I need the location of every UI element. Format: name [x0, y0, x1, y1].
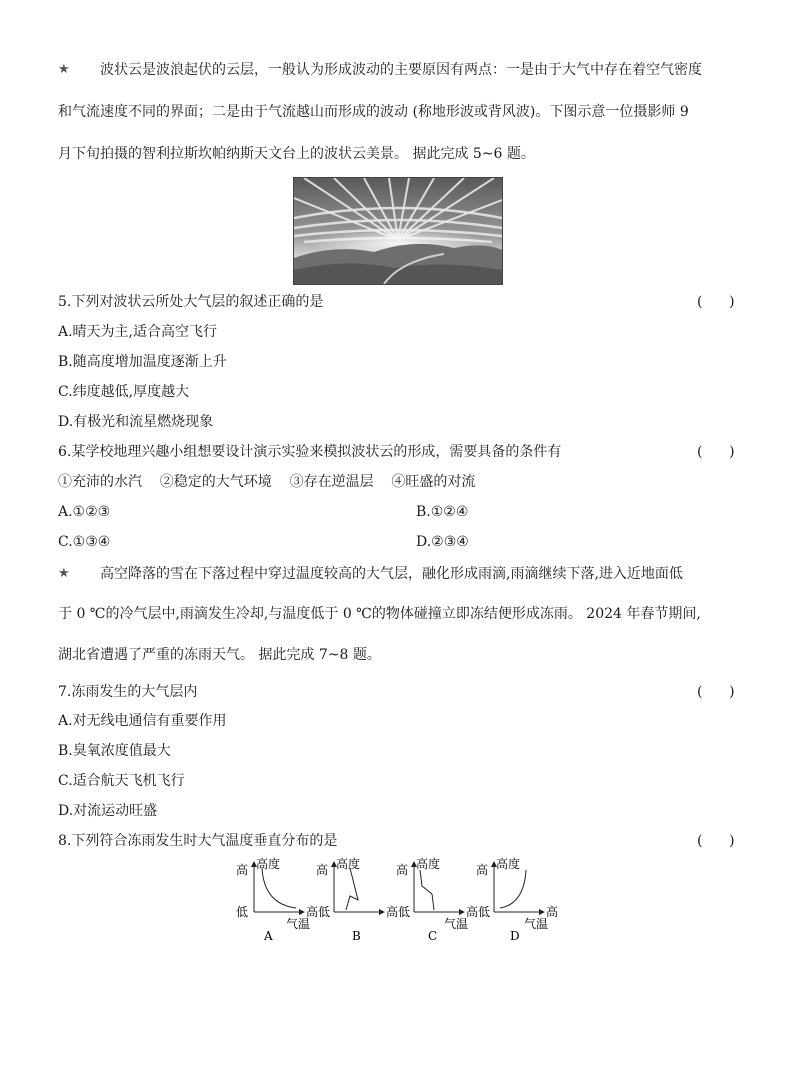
graph-d-y-axis: 高度 — [496, 857, 521, 871]
wave-cloud-photo — [293, 177, 503, 285]
passage2-line1: 高空降落的雪在下落过程中穿过温度较高的大气层，融化形成雨滴,雨滴继续下落,进入近地面低 — [100, 566, 683, 582]
graph-d[interactable] — [466, 856, 558, 943]
wave-cloud-image — [294, 178, 502, 284]
graph-b-letter: B — [352, 929, 361, 943]
graph-d-x-high-prev: 高 — [466, 905, 479, 919]
q6-stem: 6.某学校地理兴趣小组想要设计演示实验来模拟波状云的形成，需要具备的条件有 — [58, 444, 562, 460]
q5-option-c[interactable]: C.纬度越低,厚度越大 — [58, 384, 190, 400]
graph-b-y-axis: 高度 — [336, 857, 361, 871]
graph-c[interactable] — [386, 856, 468, 943]
graph-a-curve — [262, 868, 296, 908]
temperature-profile-graphs — [234, 856, 564, 946]
q7-option-c[interactable]: C.适合航天飞机飞行 — [58, 773, 185, 789]
q5-option-b[interactable]: B.随高度增加温度逐渐上升 — [58, 354, 227, 370]
q6-option-b[interactable]: B.①②④ — [416, 504, 469, 520]
graph-d-x-high: 高 — [546, 905, 559, 919]
graph-d-y-low: 低 — [478, 905, 491, 919]
graph-c-curve — [420, 870, 434, 910]
star-marker: ★ — [58, 62, 70, 77]
q6-option-c[interactable]: C.①③④ — [58, 534, 111, 550]
q6-option-d[interactable]: D.②③④ — [416, 534, 469, 550]
q7-option-a[interactable]: A.对无线电通信有重要作用 — [58, 713, 227, 729]
q7-option-b[interactable]: B.臭氧浓度值最大 — [58, 743, 171, 759]
q6-answer-paren[interactable]: ( ) — [697, 444, 735, 460]
graph-c-y-high: 高 — [396, 863, 409, 877]
graph-c-y-low: 低 — [398, 905, 411, 919]
q5-option-a[interactable]: A.晴天为主,适合高空飞行 — [58, 324, 218, 340]
graph-b[interactable] — [306, 856, 384, 943]
star-marker: ★ — [58, 566, 70, 581]
graph-c-x-high-prev: 高 — [386, 905, 399, 919]
graph-a-y-axis: 高度 — [256, 857, 281, 871]
q5-stem: 5.下列对波状云所处大气层的叙述正确的是 — [58, 294, 324, 310]
q7-answer-paren[interactable]: ( ) — [697, 684, 735, 700]
q5-option-d[interactable]: D.有极光和流星燃烧现象 — [58, 414, 214, 430]
q5-answer-paren[interactable]: ( ) — [697, 294, 735, 310]
passage2-line3: 湖北省遭遇了严重的冻雨天气。 据此完成 7~8 题。 — [58, 647, 381, 663]
q8-answer-paren[interactable]: ( ) — [697, 833, 735, 849]
graph-b-x-high-prev: 高 — [306, 905, 319, 919]
graph-a-y-high: 高 — [236, 863, 249, 877]
passage1-line1: 波状云是波浪起伏的云层，一般认为形成波动的主要原因有两点：一是由于大气中存在着空气密度 — [100, 62, 702, 78]
graph-d-y-high: 高 — [476, 863, 489, 877]
passage1-line2: 和气流速度不同的界面；二是由于气流越山而形成的波动 (称地形波或背风波)。下图示意一位摄影师 9 — [58, 104, 689, 120]
q7-option-d[interactable]: D.对流运动旺盛 — [58, 803, 158, 819]
graph-b-y-high: 高 — [316, 863, 329, 877]
graph-b-curve — [346, 868, 358, 910]
graph-c-y-axis: 高度 — [416, 857, 441, 871]
graph-c-x-axis: 气温 — [444, 917, 469, 931]
graph-d-curve — [500, 870, 526, 908]
q7-stem: 7.冻雨发生的大气层内 — [58, 684, 198, 700]
graph-d-x-axis: 气温 — [524, 917, 549, 931]
q6-option-a[interactable]: A.①②③ — [58, 504, 111, 520]
graph-a[interactable] — [236, 856, 310, 943]
passage1-line3: 月下旬拍摄的智利拉斯坎帕纳斯天文台上的波状云美景。 据此完成 5~6 题。 — [58, 146, 535, 162]
passage2-line2: 于 0 ℃的冷气层中,雨滴发生冷却,与温度低于 0 ℃的物体碰撞立即冻结便形成冻雨。 2024 年春节期间, — [58, 606, 701, 622]
q8-stem: 8.下列符合冻雨发生时大气温度垂直分布的是 — [58, 833, 338, 849]
graph-a-y-low: 低 — [236, 905, 249, 919]
q6-conditions: ①充沛的水汽 ②稳定的大气环境 ③存在逆温层 ④旺盛的对流 — [58, 474, 476, 490]
graph-a-letter: A — [264, 929, 273, 943]
graph-c-letter: C — [428, 929, 438, 943]
graph-d-letter: D — [510, 929, 520, 943]
graph-b-y-low: 低 — [318, 905, 331, 919]
graph-a-x-axis: 气温 — [286, 917, 311, 931]
